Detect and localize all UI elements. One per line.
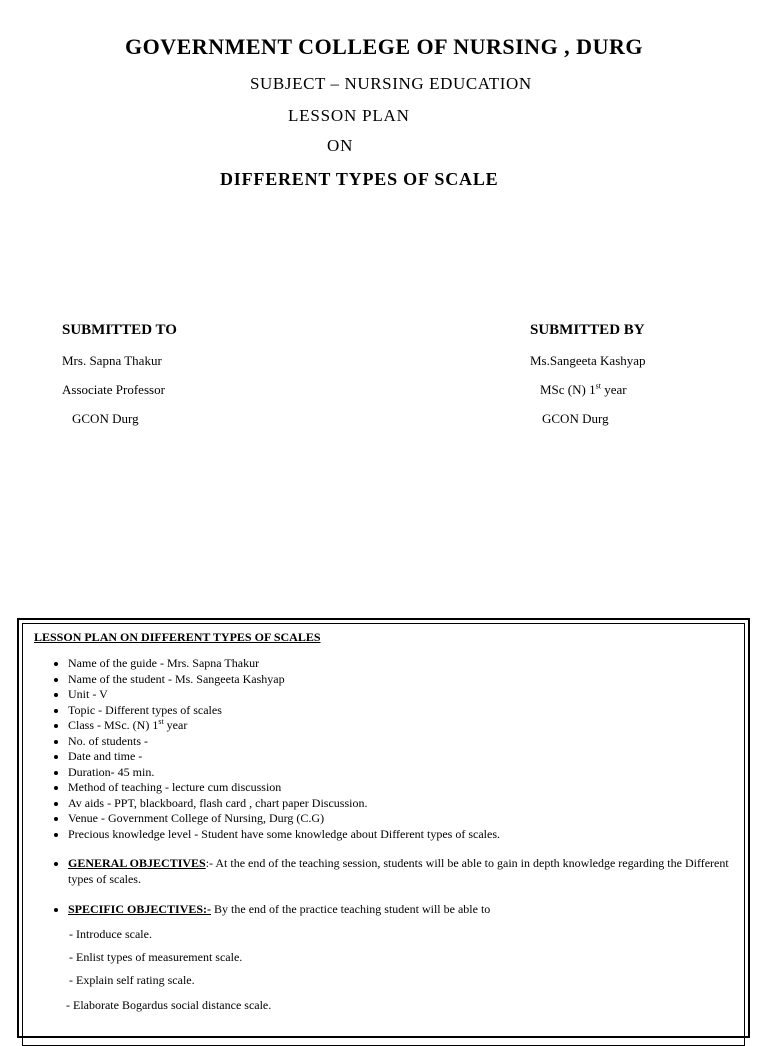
general-objectives [68,856,736,887]
detail-class [68,718,736,734]
guide-designation: Associate Professor [62,382,165,397]
student-class [540,382,627,398]
specific-objectives [68,902,736,918]
specific-objectives-label: SPECIFIC OBJECTIVES:- [68,902,212,916]
guide-name: Mrs. Sapna Thakur [62,353,162,368]
specific-item-explain: - Explain self rating scale. [69,972,195,987]
lesson-plan-box [17,618,750,1038]
detail-unit: • Unit - V [68,687,736,703]
detail-class-ordinal: st [158,717,164,726]
detail-previous-knowledge: • Precious knowledge level - Student have some knowledge about Different types of scales. [68,827,736,843]
detail-student: • Name of the student - Ms. Sangeeta Kashyap [68,672,736,688]
detail-guide: • Name of the guide - Mrs. Sapna Thakur [68,656,736,672]
specific-objectives-list [34,902,736,918]
on-heading: ON [327,136,354,155]
detail-duration: • Duration- 45 min. [68,765,736,781]
specific-item-enlist: - Enlist types of measurement scale. [69,949,243,964]
student-class-year: year [600,382,627,397]
specific-item-elaborate: - Elaborate Bogardus social distance scale. [66,997,272,1012]
detail-method: • Method of teaching - lecture cum discussion [68,780,736,796]
detail-topic: • Topic - Different types of scales [68,703,736,719]
lesson-plan-title: LESSON PLAN ON DIFFERENT TYPES OF SCALES [34,630,321,644]
student-institution: GCON Durg [542,411,609,426]
detail-venue: • Venue - Government College of Nursing, Durg (C.G) [68,811,736,827]
detail-av-aids: • Av aids - PPT, blackboard, flash card , chart paper Discussion. [68,796,736,812]
specific-item-introduce: - Introduce scale. [69,926,152,941]
guide-institution: GCON Durg [72,411,139,426]
student-class-text: MSc (N) 1 [540,382,596,397]
student-name: Ms.Sangeeta Kashyap [530,353,646,368]
lesson-plan-content [34,630,736,1013]
student-class-ordinal: st [595,381,601,391]
subject-line: SUBJECT – NURSING EDUCATION [250,74,532,93]
topic-heading: DIFFERENT TYPES OF SCALE [220,169,499,189]
detail-class-year: year [163,718,188,732]
lesson-details-list [34,656,736,842]
lesson-plan-heading: LESSON PLAN [288,106,410,125]
specific-objectives-text: By the end of the practice teaching student will be able to [211,902,491,916]
general-objectives-list [34,856,736,887]
general-objectives-text: :- At the end of the teaching session, students will be able to gain in depth knowledge regarding the Different types of scales. [68,856,729,886]
college-title: GOVERNMENT COLLEGE OF NURSING , DURG [125,34,643,59]
detail-students-count: • No. of students - [68,734,736,750]
detail-class-text: Class - MSc. (N) 1 [68,718,159,732]
detail-date-time: • Date and time - [68,749,736,765]
general-objectives-label: GENERAL OBJECTIVES [68,856,206,870]
submitted-to-heading: SUBMITTED TO [62,322,177,338]
submitted-by-heading: SUBMITTED BY [530,322,645,338]
